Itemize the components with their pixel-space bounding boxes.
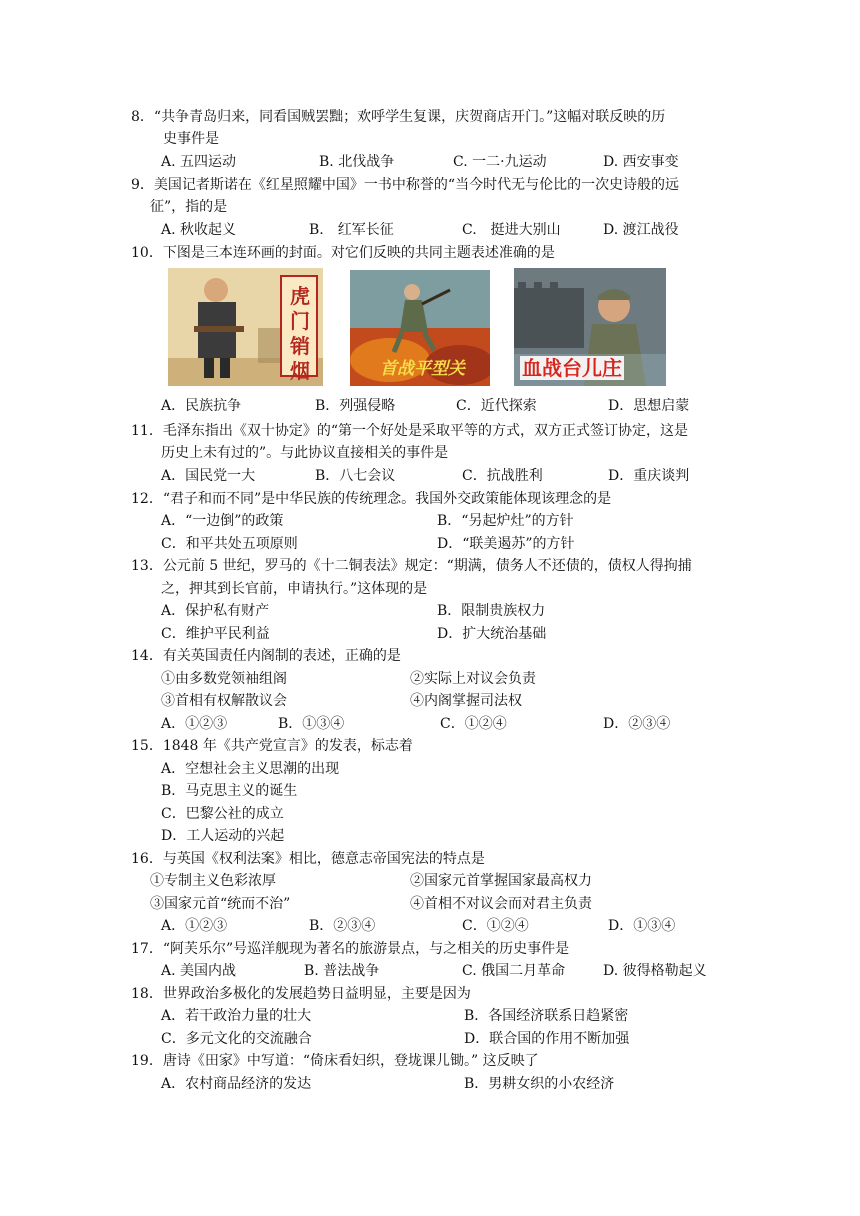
question-16-option-a: A．①②③ bbox=[161, 918, 228, 934]
question-16-option-b: B．②③④ bbox=[309, 918, 376, 934]
question-18-option-b: B．各国经济联系日趋紧密 bbox=[464, 1008, 629, 1024]
question-15-stem: 15．1848 年《共产党宣言》的发表，标志着 bbox=[131, 738, 413, 754]
question-9-option-c: C. 挺进大别山 bbox=[462, 222, 561, 238]
question-18-stem: 18．世界政治多极化的发展趋势日益明显，主要是因为 bbox=[131, 986, 471, 1002]
question-12-stem: 12．“君子和而不同”是中华民族的传统理念。我国外交政策能体现该理念的是 bbox=[131, 491, 612, 507]
question-14-option-c: C．①②④ bbox=[440, 716, 507, 732]
question-12-option-b: B．“另起炉灶”的方针 bbox=[437, 513, 574, 529]
question-19-option-a: A．农村商品经济的发达 bbox=[161, 1076, 312, 1092]
question-17-option-b: B. 普法战争 bbox=[304, 963, 380, 979]
question-13-stem-cont: 之，押其到长官前，申请执行。”这体现的是 bbox=[161, 581, 428, 597]
question-16-item-1: ①专制主义色彩浓厚 bbox=[150, 873, 276, 889]
question-14-item-3: ③首相有权解散议会 bbox=[161, 693, 287, 709]
question-11-option-b: B．八七会议 bbox=[315, 468, 396, 484]
question-16-item-3: ③国家元首“统而不治” bbox=[150, 896, 291, 912]
question-16-item-4: ④首相不对议会而对君主负责 bbox=[410, 896, 592, 912]
question-13-option-b: B．限制贵族权力 bbox=[437, 603, 546, 619]
question-10-option-d: D．思想启蒙 bbox=[608, 398, 690, 414]
question-16-option-c: C．①②④ bbox=[462, 918, 529, 934]
question-16-option-d: D．①③④ bbox=[608, 918, 676, 934]
question-16-item-2: ②国家元首掌握国家最高权力 bbox=[410, 873, 592, 889]
question-13-option-d: D．扩大统治基础 bbox=[437, 626, 547, 642]
question-9-stem-cont: 征”，指的是 bbox=[150, 199, 228, 215]
question-9-option-d: D. 渡江战役 bbox=[603, 222, 679, 238]
question-14-item-4: ④内阁掌握司法权 bbox=[410, 693, 522, 709]
question-18-option-c: C．多元文化的交流融合 bbox=[161, 1031, 312, 1047]
question-10-option-b: B．列强侵略 bbox=[315, 398, 396, 414]
question-17-option-a: A. 美国内战 bbox=[161, 963, 237, 979]
question-11-option-a: A．国民党一大 bbox=[161, 468, 256, 484]
question-15-option-b: B．马克思主义的诞生 bbox=[161, 783, 298, 799]
question-14-option-a: A．①②③ bbox=[161, 716, 228, 732]
question-14-item-1: ①由多数党领袖组阁 bbox=[161, 671, 287, 687]
question-15-option-a: A．空想社会主义思潮的出现 bbox=[161, 761, 340, 777]
question-18-option-a: A．若干政治力量的壮大 bbox=[161, 1008, 312, 1024]
question-19-stem: 19．唐诗《田家》中写道：“倚床看妇织，登垅课儿锄。” 这反映了 bbox=[131, 1053, 539, 1069]
question-12-option-c: C．和平共处五项原则 bbox=[161, 536, 298, 552]
question-14-stem: 14．有关英国责任内阁制的表述，正确的是 bbox=[131, 648, 401, 664]
question-11-option-c: C．抗战胜利 bbox=[462, 468, 543, 484]
question-14-item-2: ②实际上对议会负责 bbox=[410, 671, 536, 687]
question-16-stem: 16．与英国《权利法案》相比，德意志帝国宪法的特点是 bbox=[131, 851, 485, 867]
question-11-option-d: D．重庆谈判 bbox=[608, 468, 690, 484]
question-9-option-a: A. 秋收起义 bbox=[161, 222, 237, 238]
question-12-option-a: A．“一边倒”的政策 bbox=[161, 513, 284, 529]
question-17-option-d: D. 彼得格勒起义 bbox=[603, 963, 707, 979]
question-9-option-b: B. 红军长征 bbox=[309, 222, 394, 238]
comic-cover-taierzhuang bbox=[514, 268, 666, 386]
question-13-option-c: C．维护平民利益 bbox=[161, 626, 270, 642]
question-8-option-a: A. 五四运动 bbox=[161, 154, 237, 170]
question-11-stem: 11．毛泽东指出《双十协定》的“第一个好处是采取平等的方式，双方正式签订协定，这是 bbox=[131, 423, 688, 439]
question-17-option-c: C. 俄国二月革命 bbox=[462, 963, 566, 979]
question-10-stem: 10．下图是三本连环画的封面。对它们反映的共同主题表述准确的是 bbox=[131, 245, 555, 261]
question-15-option-c: C．巴黎公社的成立 bbox=[161, 806, 284, 822]
comic-cover-humen bbox=[168, 268, 323, 386]
question-8-option-b: B. 北伐战争 bbox=[319, 154, 395, 170]
question-10-option-c: C．近代探索 bbox=[456, 398, 537, 414]
question-8-option-d: D. 西安事变 bbox=[603, 154, 679, 170]
question-18-option-d: D．联合国的作用不断加强 bbox=[464, 1031, 630, 1047]
comic-cover-pingxingguan bbox=[350, 270, 490, 386]
question-9-stem: 9．美国记者斯诺在《红星照耀中国》一书中称誉的“当今时代无与伦比的一次史诗般的远 bbox=[131, 177, 680, 193]
question-10-option-a: A．民族抗争 bbox=[161, 398, 242, 414]
question-12-option-d: D．“联美遏苏”的方针 bbox=[437, 536, 575, 552]
question-8-stem-cont: 史事件是 bbox=[163, 131, 219, 147]
question-13-stem: 13．公元前 5 世纪，罗马的《十二铜表法》规定：“期满，债务人不还债的，债权人得拘捕 bbox=[131, 558, 692, 574]
question-17-stem: 17．“阿芙乐尔”号巡洋舰现为著名的旅游景点，与之相关的历史事件是 bbox=[131, 941, 570, 957]
question-13-option-a: A．保护私有财产 bbox=[161, 603, 270, 619]
question-8-option-c: C. 一二·九运动 bbox=[453, 154, 547, 170]
question-19-option-b: B．男耕女织的小农经济 bbox=[464, 1076, 615, 1092]
question-11-stem-cont: 历史上未有过的”。与此协议直接相关的事件是 bbox=[161, 445, 449, 461]
comic-cover-pingxingguan-title: 首战平型关 bbox=[380, 359, 465, 379]
question-8-stem: 8．“共争青岛归来，同看国贼罢黜；欢呼学生复课，庆贺商店开门。”这幅对联反映的历 bbox=[131, 109, 666, 125]
question-15-option-d: D．工人运动的兴起 bbox=[161, 828, 285, 844]
comic-cover-taierzhuang-title: 血战台儿庄 bbox=[522, 356, 622, 380]
question-14-option-d: D．②③④ bbox=[603, 716, 671, 732]
question-14-option-b: B．①③④ bbox=[278, 716, 345, 732]
comic-cover-humen-title: 虎门销烟 bbox=[290, 284, 310, 383]
